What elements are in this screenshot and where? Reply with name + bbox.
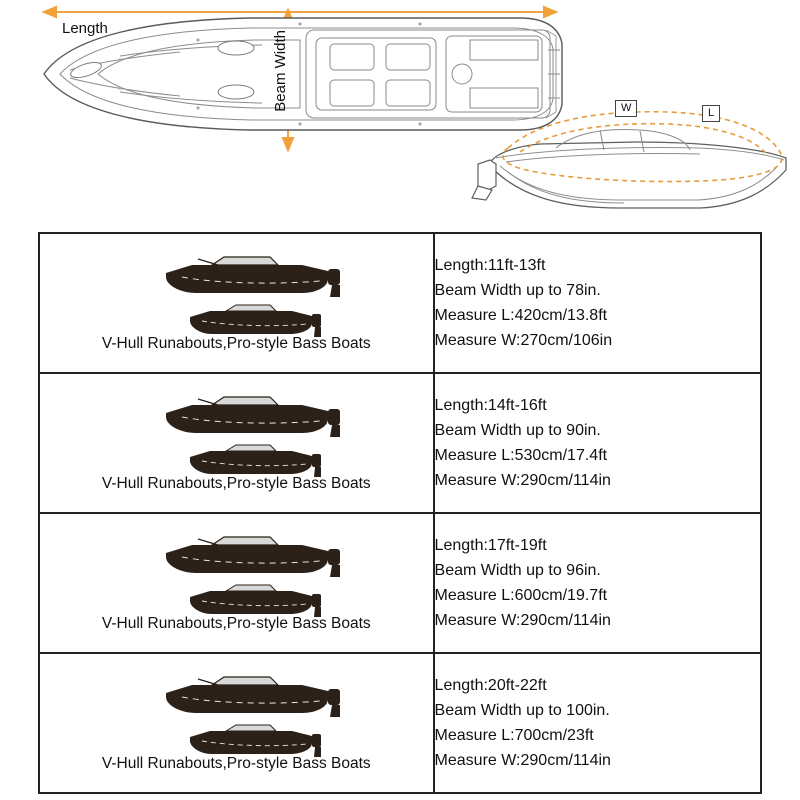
spec-length: Length:20ft-22ft bbox=[434, 677, 547, 694]
spec-cell bbox=[434, 373, 761, 513]
boat-illustrations bbox=[40, 391, 433, 495]
boat-size-table bbox=[38, 232, 762, 794]
boat-side-view-large-icon bbox=[152, 675, 352, 723]
boat-type-caption: V-Hull Runabouts,Pro-style Bass Boats bbox=[101, 755, 371, 772]
spec-measure-l: Measure L:530cm/17.4ft bbox=[434, 447, 608, 464]
spec-measure-w: Measure W:290cm/114in bbox=[434, 472, 611, 489]
cover-tag-w: W bbox=[615, 100, 637, 117]
hull-outline bbox=[44, 18, 562, 130]
spec-cell bbox=[434, 233, 761, 373]
boat-illustration-cell bbox=[39, 513, 434, 653]
spec-cell bbox=[434, 653, 761, 793]
spec-length: Length:17ft-19ft bbox=[434, 537, 547, 554]
boat-side-view-large-icon bbox=[152, 535, 352, 583]
length-dimension-label: Length bbox=[62, 20, 108, 37]
length-arrow bbox=[44, 7, 556, 17]
boat-illustration-cell bbox=[39, 653, 434, 793]
table-row bbox=[39, 373, 761, 513]
boat-side-view-large-icon bbox=[152, 395, 352, 443]
boat-illustrations bbox=[40, 671, 433, 775]
boat-illustration-cell bbox=[39, 233, 434, 373]
boat-type-caption: V-Hull Runabouts,Pro-style Bass Boats bbox=[101, 615, 371, 632]
spec-measure-w: Measure W:290cm/114in bbox=[434, 612, 611, 629]
spec-beam-width: Beam Width up to 100in. bbox=[434, 702, 610, 719]
boat-illustrations bbox=[40, 531, 433, 635]
boat-type-caption: V-Hull Runabouts,Pro-style Bass Boats bbox=[101, 335, 371, 352]
spec-length: Length:14ft-16ft bbox=[434, 397, 547, 414]
spec-measure-l: Measure L:600cm/19.7ft bbox=[434, 587, 608, 604]
boat-top-view-diagram bbox=[0, 0, 800, 228]
boat-illustrations bbox=[40, 251, 433, 355]
spec-beam-width: Beam Width up to 78in. bbox=[434, 282, 601, 299]
boat-type-caption: V-Hull Runabouts,Pro-style Bass Boats bbox=[101, 475, 371, 492]
spec-measure-l: Measure L:700cm/23ft bbox=[434, 727, 594, 744]
table-row bbox=[39, 653, 761, 793]
spec-measure-w: Measure W:290cm/114in bbox=[434, 752, 611, 769]
boat-illustration-cell bbox=[39, 373, 434, 513]
spec-beam-width: Beam Width up to 90in. bbox=[434, 422, 601, 439]
spec-measure-l: Measure L:420cm/13.8ft bbox=[434, 307, 608, 324]
table-row bbox=[39, 233, 761, 373]
boat-side-view-large-icon bbox=[152, 255, 352, 303]
table-row bbox=[39, 513, 761, 653]
spec-length: Length:11ft-13ft bbox=[434, 257, 546, 274]
beam-width-dimension-label: Beam Width bbox=[272, 30, 289, 112]
cover-tag-l: L bbox=[702, 105, 720, 122]
spec-measure-w: Measure W:270cm/106in bbox=[434, 332, 613, 349]
top-diagram bbox=[0, 0, 800, 228]
spec-cell bbox=[434, 513, 761, 653]
spec-beam-width: Beam Width up to 96in. bbox=[434, 562, 601, 579]
